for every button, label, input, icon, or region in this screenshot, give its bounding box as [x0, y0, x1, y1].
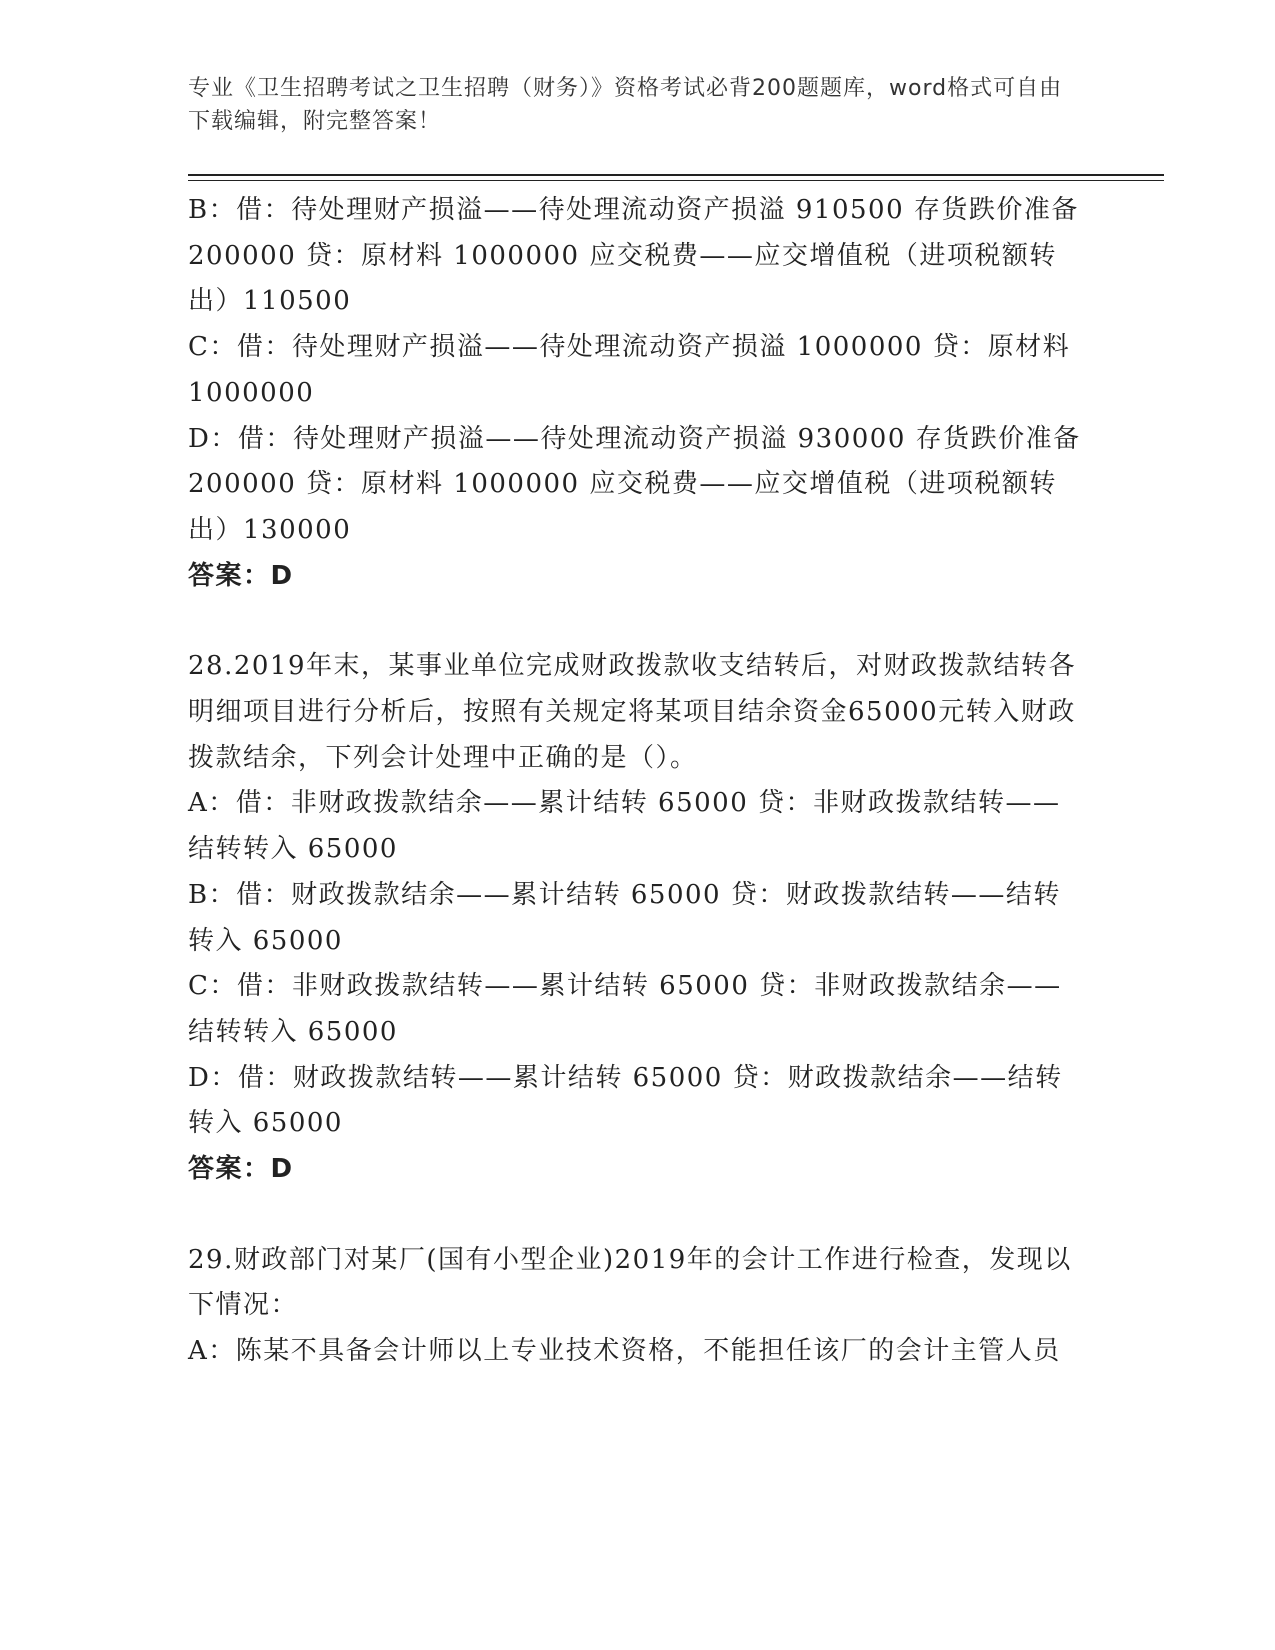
page-header: 专业《卫生招聘考试之卫生招聘（财务）》资格考试必背200题题库，word格式可自由下载编辑，附完整答案！: [188, 76, 1063, 134]
header-divider-thick: [188, 174, 1164, 176]
spacer: [188, 1193, 1088, 1238]
option-a: A：陈某不具备会计师以上专业技术资格，不能担任该厂的会计主管人员: [188, 1336, 1061, 1367]
spacer: [188, 599, 1088, 644]
header-divider-thin: [188, 180, 1164, 181]
answer: 答案：D: [188, 1154, 294, 1185]
option-b: B：借：财政拨款结余——累计结转 65000 贷：财政拨款结转——结转转入 65000: [188, 879, 1061, 956]
option-b: B：借：待处理财产损溢——待处理流动资产损溢 910500 存货跌价准备 200000 贷：原材料 1000000 应交税费——应交增值税（进项税额转出）110500: [188, 195, 1079, 317]
question-stem: 29.财政部门对某厂(国有小型企业)2019年的会计工作进行检查，发现以下情况：: [188, 1244, 1072, 1321]
question-stem: 28.2019年末，某事业单位完成财政拨款收支结转后，对财政拨款结转各明细项目进行分析后，按照有关规定将某项目结余资金65000元转入财政拨款结余，下列会计处理中正确的是（）。: [188, 651, 1077, 773]
question-content: [188, 188, 1088, 1375]
answer: 答案：D: [188, 560, 294, 591]
option-c: C：借：非财政拨款结转——累计结转 65000 贷：非财政拨款结余——结转转入 65000: [188, 971, 1062, 1047]
option-d: D：借：财政拨款结转——累计结转 65000 贷：财政拨款结余——结转转入 65000: [188, 1062, 1063, 1139]
option-c: C：借：待处理财产损溢——待处理流动资产损溢 1000000 贷：原材料 1000000: [188, 332, 1071, 408]
option-a: A：借：非财政拨款结余——累计结转 65000 贷：非财政拨款结转——结转转入 65000: [188, 788, 1061, 865]
option-d: D：借：待处理财产损溢——待处理流动资产损溢 930000 存货跌价准备 200000 贷：原材料 1000000 应交税费——应交增值税（进项税额转出）130000: [188, 423, 1081, 545]
